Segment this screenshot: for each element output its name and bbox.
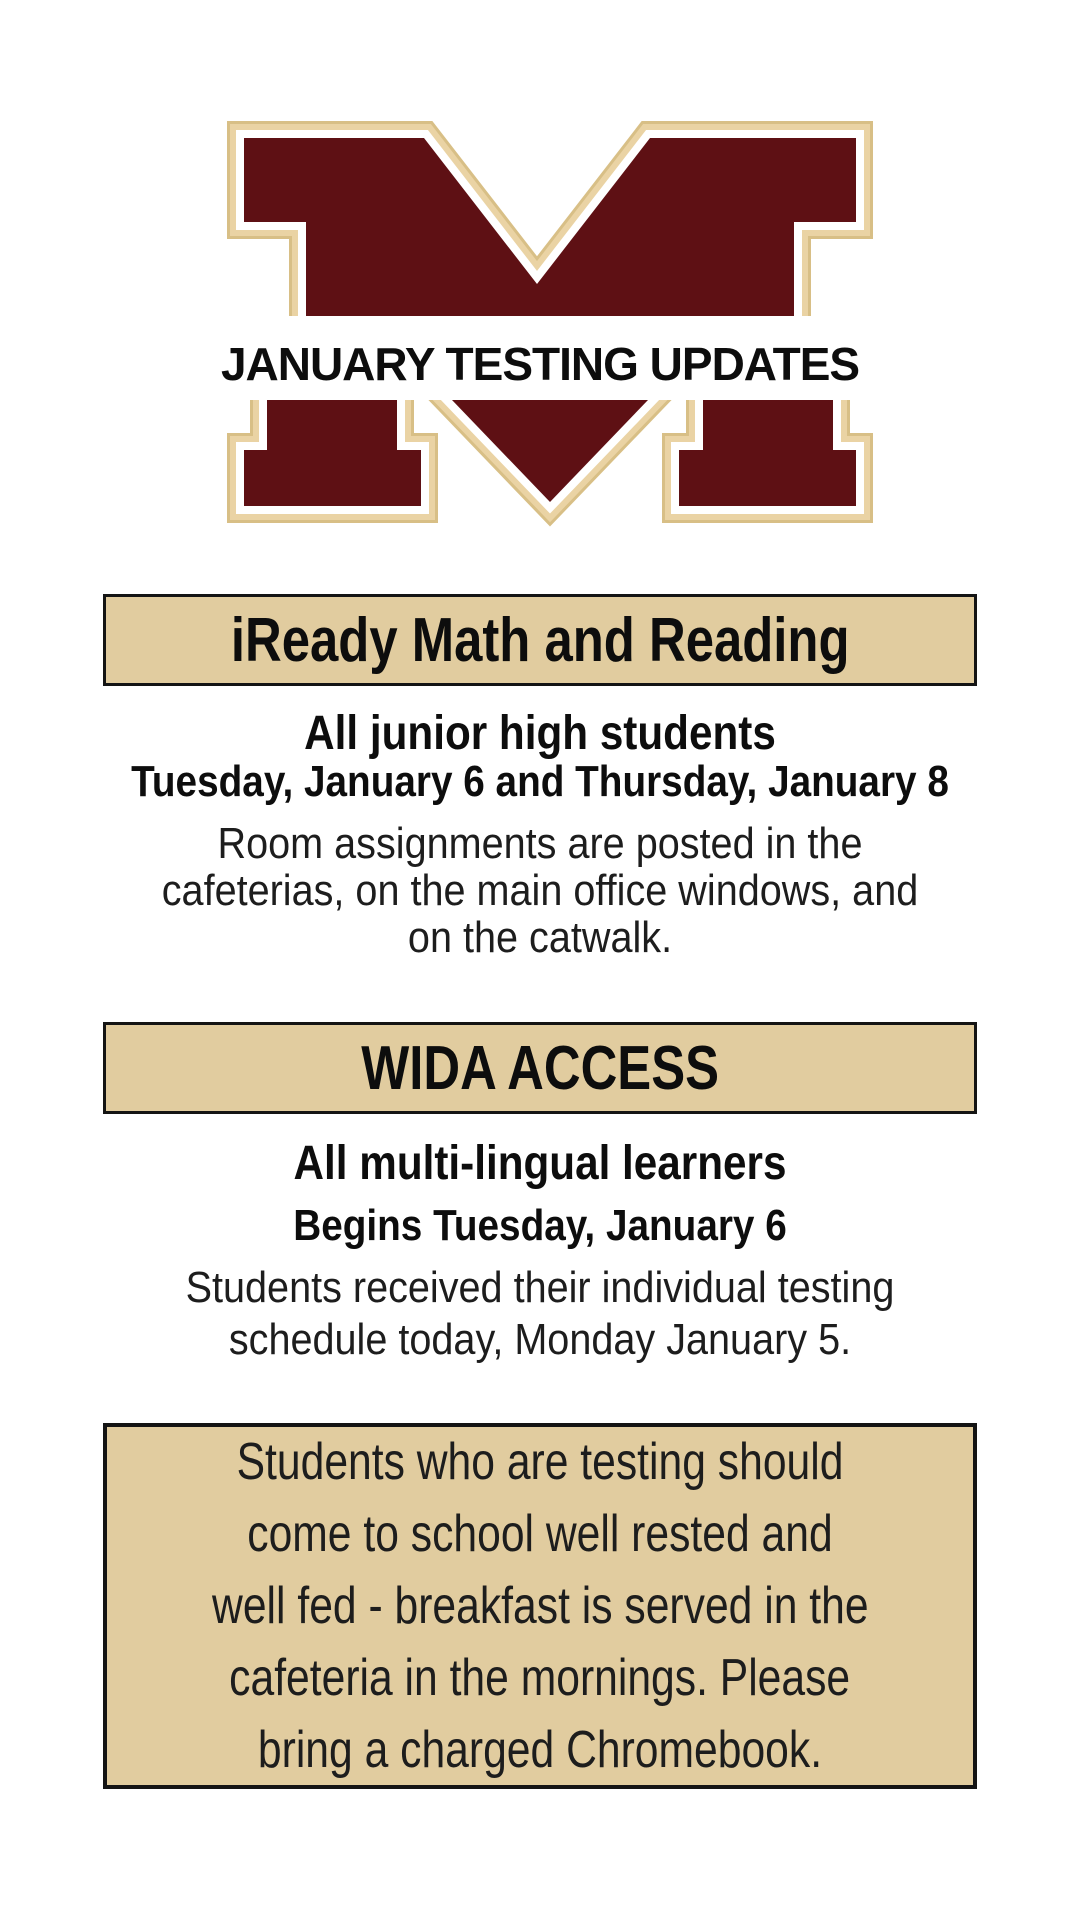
note-line: cafeteria in the mornings. Please — [229, 1649, 851, 1707]
m-bottom-left-piece — [244, 400, 421, 506]
iready-detail-line: cafeterias, on the main office windows, and — [161, 866, 919, 915]
iready-detail-line: Room assignments are posted in the — [217, 819, 863, 868]
note-line: bring a charged Chromebook. — [257, 1721, 823, 1779]
wida-detail-line: Students received their individual testing — [185, 1263, 895, 1312]
note-box — [103, 1423, 977, 1789]
m-top-piece — [244, 138, 856, 322]
wida-dates: Begins Tuesday, January 6 — [293, 1201, 787, 1250]
m-bottom-right-piece — [679, 400, 856, 506]
page-title: JANUARY TESTING UPDATES — [220, 338, 860, 390]
wida-banner-label: WIDA ACCESS — [361, 1033, 719, 1103]
wida-audience: All multi-lingual learners — [293, 1137, 787, 1190]
note-line: come to school well rested and — [247, 1505, 833, 1563]
wida-banner — [103, 1022, 977, 1114]
iready-audience: All junior high students — [304, 707, 776, 760]
iready-dates: Tuesday, January 6 and Thursday, January 8 — [131, 757, 949, 806]
wida-detail-line: schedule today, Monday January 5. — [228, 1315, 852, 1364]
iready-banner — [103, 594, 977, 686]
iready-banner-label: iReady Math and Reading — [230, 605, 850, 675]
iready-detail-line: on the catwalk. — [407, 913, 673, 962]
note-line: well fed - breakfast is served in the — [211, 1577, 869, 1635]
note-line: Students who are testing should — [236, 1433, 844, 1491]
m-bottom-vee-piece — [452, 400, 648, 502]
varsity-m-icon — [200, 100, 900, 530]
